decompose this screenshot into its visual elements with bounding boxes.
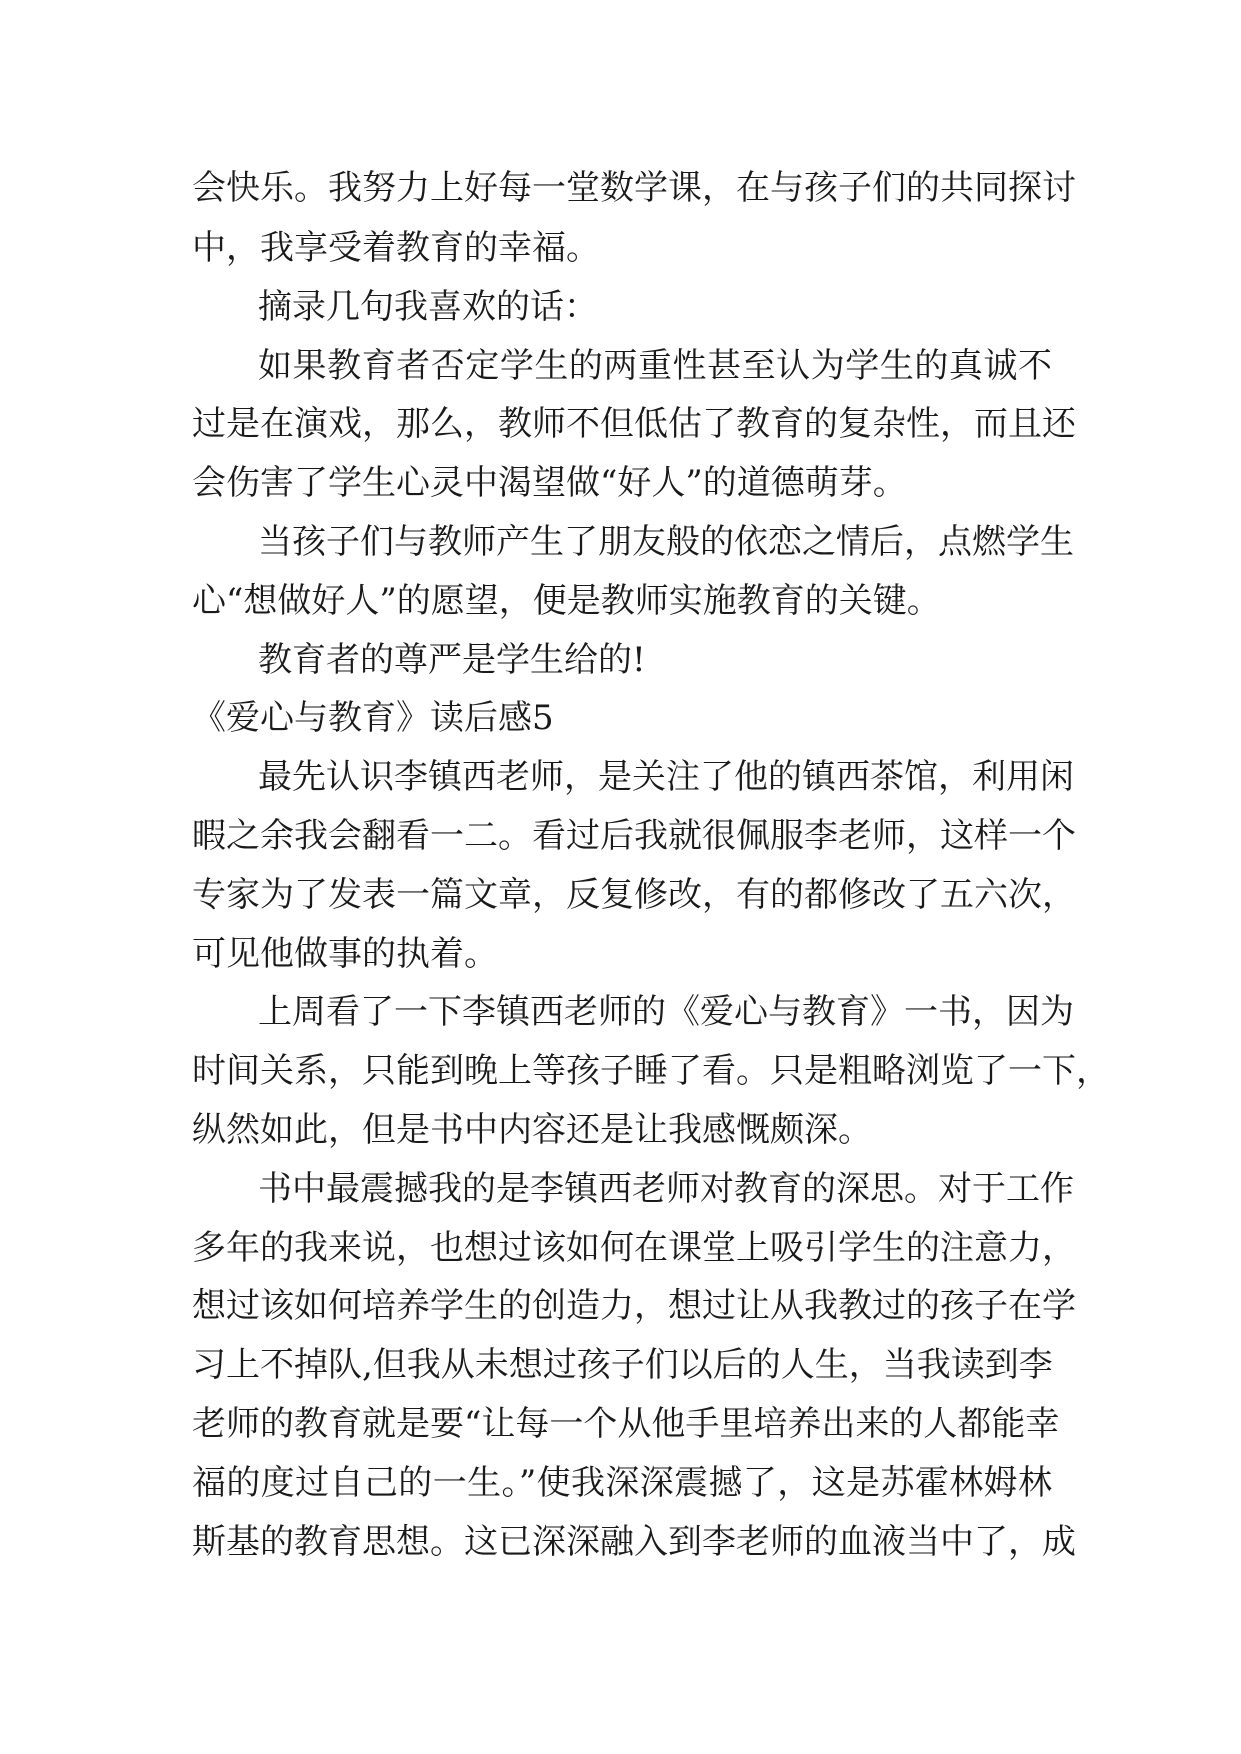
- text-line: 斯基的教育思想。这已深深融入到李老师的血液当中了，成: [192, 1522, 1076, 1562]
- text-line: 教育者的尊严是学生给的!: [258, 640, 646, 680]
- section-heading: 《爱心与教育》读后感5: [192, 698, 554, 738]
- text-line: 最先认识李镇西老师，是关注了他的镇西茶馆，利用闲: [258, 757, 1074, 797]
- text-line: 会快乐。我努力上好每一堂数学课，在与孩子们的共同探讨: [192, 168, 1076, 208]
- text-line: 纵然如此，但是书中内容还是让我感慨颇深。: [192, 1110, 872, 1150]
- text-line: 如果教育者否定学生的两重性甚至认为学生的真诚不: [258, 346, 1052, 386]
- text-line: 中，我享受着教育的幸福。: [192, 228, 600, 268]
- text-line: 想过该如何培养学生的创造力，想过让从我教过的孩子在学: [192, 1286, 1076, 1326]
- text-line: 老师的教育就是要“让每一个从他手里培养出来的人都能幸: [192, 1404, 1060, 1444]
- text-line: 书中最震撼我的是李镇西老师对教育的深思。对于工作: [258, 1169, 1074, 1209]
- text-line: 暇之余我会翻看一二。看过后我就很佩服李老师，这样一个: [192, 816, 1076, 856]
- text-line: 时间关系，只能到晚上等孩子睡了看。只是粗略浏览了一下，: [192, 1051, 1110, 1091]
- text-line: 当孩子们与教师产生了朋友般的依恋之情后，点燃学生: [258, 522, 1074, 562]
- text-line: 多年的我来说，也想过该如何在课堂上吸引学生的注意力，: [192, 1228, 1076, 1268]
- text-line: 专家为了发表一篇文章，反复修改，有的都修改了五六次，: [192, 875, 1076, 915]
- text-line: 过是在演戏，那么，教师不但低估了教育的复杂性，而且还: [192, 404, 1076, 444]
- text-line: 会伤害了学生心灵中渴望做“好人”的道德萌芽。: [192, 463, 907, 503]
- text-line: 福的度过自己的一生。”使我深深震撼了，这是苏霍林姆林: [192, 1463, 1052, 1503]
- text-line: 习上不掉队,但我从未想过孩子们以后的人生，当我读到李: [192, 1345, 1053, 1385]
- text-line: 心“想做好人”的愿望，便是教师实施教育的关键。: [192, 581, 941, 621]
- text-line: 可见他做事的执着。: [192, 934, 498, 974]
- text-line: 摘录几句我喜欢的话：: [258, 287, 598, 327]
- text-line: 上周看了一下李镇西老师的《爱心与教育》一书，因为: [258, 992, 1074, 1032]
